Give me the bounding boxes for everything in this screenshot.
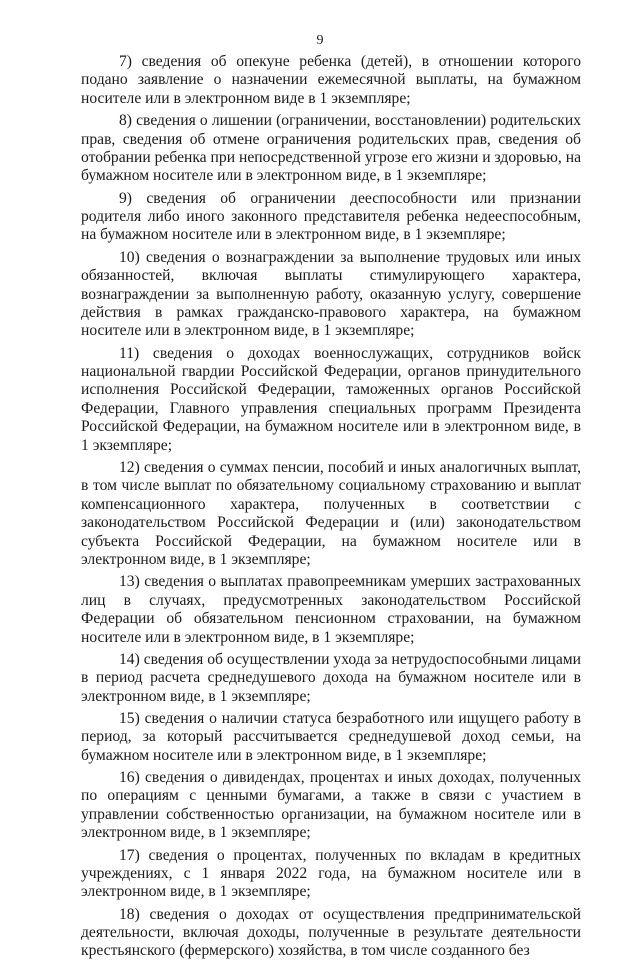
- paragraph-item-10: 10) сведения о вознаграждении за выполнение трудовых или иных обязанностей, включая выплаты стимулирующего характера, вознаграждении за выполненную работу, оказанную услугу, совершение действия в рамках гражданско-правового характера, на бумажном носителе или в электронном виде, в 1 экземпляре;: [81, 248, 581, 340]
- paragraph-item-12: 12) сведения о суммах пенсии, пособий и иных аналогичных выплат, в том числе выплат по обязательному социальному страхованию и выплат компенсационного характера, полученных в соответствии с законодательством Российской Федерации и (или) законодательством субъекта Российской Федерации, на бумажном носителе или в электронном виде, в 1 экземпляре;: [81, 458, 581, 569]
- paragraph-item-17: 17) сведения о процентах, полученных по вкладам в кредитных учреждениях, с 1 января 2022 года, на бумажном носителе или в электронном виде, в 1 экземпляре;: [81, 846, 581, 901]
- page-number: 9: [316, 33, 324, 48]
- paragraph-item-7: 7) сведения об опекуне ребенка (детей), в отношении которого подано заявление о назначении ежемесячной выплаты, на бумажном носителе или в электронном виде в 1 экземпляре;: [81, 53, 581, 107]
- paragraph-item-14: 14) сведения об осуществлении ухода за нетрудоспособными лицами в период расчета среднедушевого дохода на бумажном носителе или в электронном виде, в 1 экземпляре;: [81, 650, 581, 705]
- paragraph-item-18: 18) сведения о доходах от осуществления предпринимательской деятельности, включая доходы, полученные в результате деятельности крестьянского (фермерского) хозяйства, в том числе созданного без: [81, 905, 581, 960]
- paragraph-item-9: 9) сведения об ограничении дееспособности или признании родителя либо иного законного представителя ребенка недееспособным, на бумажном носителе или в электронном виде, в 1 экземпляре;: [81, 189, 581, 244]
- paragraph-item-8: 8) сведения о лишении (ограничении, восстановлении) родительских прав, сведения об отмене ограничения родительских прав, сведения об отобрании ребенка при непосредственной угрозе его жизни и здоровью, на бумажном носителе или в электронном виде, в 1 экземпляре;: [81, 112, 581, 185]
- paragraph-item-16: 16) сведения о дивидендах, процентах и иных доходах, полученных по операциям с ценными бумагами, а также в связи с участием в управлении собственностью организации, на бумажном носителе или в электронном виде, в 1 экземпляре;: [81, 769, 581, 842]
- document-body: [81, 53, 581, 961]
- paragraph-item-13: 13) сведения о выплатах правопреемникам умерших застрахованных лиц в случаях, предусмотренных законодательством Российской Федерации об обязательном пенсионном страховании, на бумажном носителе или в электронном виде, в 1 экземпляре;: [81, 573, 581, 646]
- paragraph-item-15: 15) сведения о наличии статуса безработного или ищущего работу в период, за который рассчитывается среднедушевой доход семьи, на бумажном носителе или в электронном виде, в 1 экземпляре;: [81, 709, 581, 764]
- paragraph-item-11: 11) сведения о доходах военнослужащих, сотрудников войск национальной гвардии Российской Федерации, органов принудительного исполнения Российской Федерации, таможенных органов Российской Федерации, Главного управления специальных программ Президента Российской Федерации, на бумажном носителе или в электронном виде, в 1 экземпляре;: [81, 344, 581, 454]
